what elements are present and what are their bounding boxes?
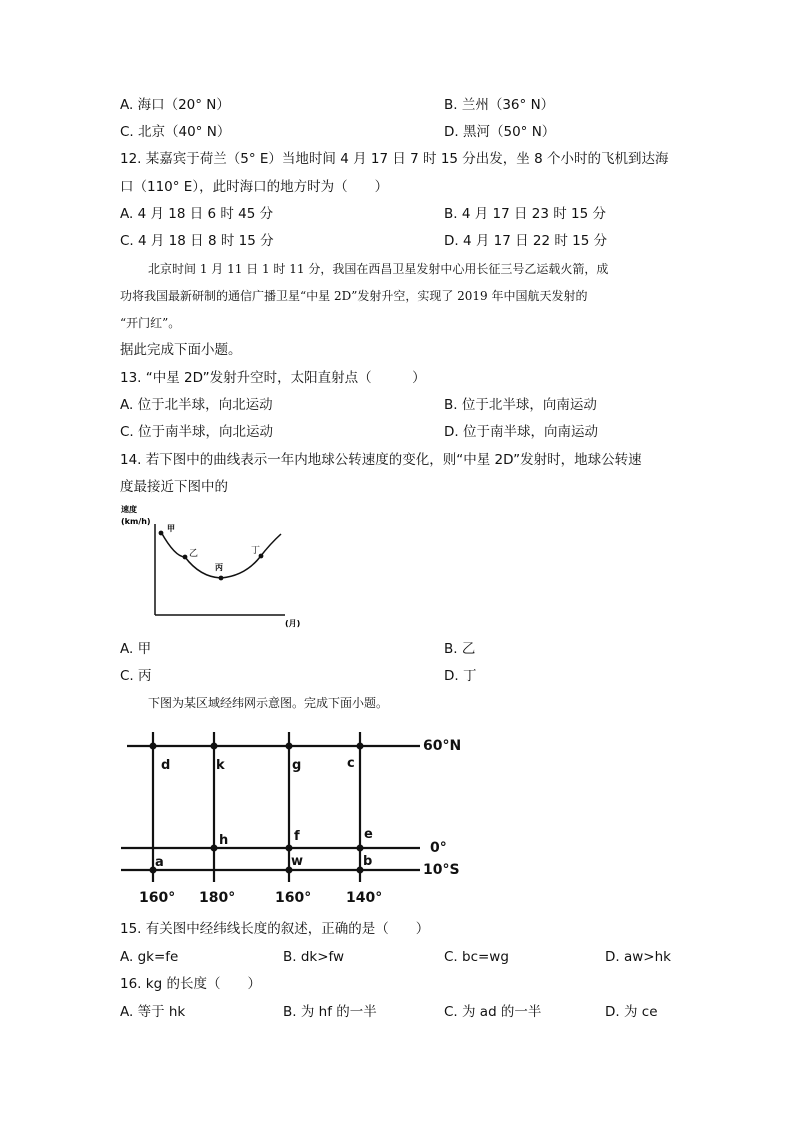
label-a: a	[155, 855, 164, 870]
q15-option-b: B. dk>fw	[283, 949, 345, 965]
passage1-line2: 功将我国最新研制的通信广播卫星“中星 2D”发射升空，实现了 2019 年中国航天发射的	[120, 289, 588, 303]
speed-axis-label: 速度	[121, 505, 137, 514]
lon-label-160-right: 160°	[275, 890, 312, 906]
point-bing	[219, 576, 224, 581]
q16-option-b: B. 为 hf 的一半	[283, 1004, 377, 1020]
point-k	[211, 743, 218, 750]
point-g	[286, 743, 293, 750]
lat-label-0: 0°	[430, 840, 447, 856]
q14-option-c: C. 丙	[120, 668, 152, 684]
q12-option-a: A. 4 月 18 日 6 时 45 分	[120, 206, 274, 222]
label-b: b	[363, 854, 373, 869]
passage2-intro: 下图为某区域经纬网示意图。完成下面小题。	[148, 696, 389, 710]
lon-label-140: 140°	[346, 890, 383, 906]
q11-option-d: D. 黑河（50° N）	[444, 124, 556, 140]
q12-stem-line2: 口（110° E），此时海口的地方时为（ ）	[120, 179, 389, 195]
q12-option-d: D. 4 月 17 日 22 时 15 分	[444, 233, 608, 249]
q14-option-b: B. 乙	[444, 641, 476, 657]
q14-option-a: A. 甲	[120, 641, 152, 657]
label-yi: 乙	[189, 549, 199, 559]
q12-option-b: B. 4 月 17 日 23 时 15 分	[444, 206, 607, 222]
q13-option-b: B. 位于北半球，向南运动	[444, 397, 597, 413]
lon-label-160-left: 160°	[139, 890, 176, 906]
label-h: h	[219, 833, 229, 848]
q13-stem: 13. “中星 2D”发射升空时，太阳直射点（ ）	[120, 370, 426, 386]
lon-label-180: 180°	[199, 890, 236, 906]
q15-stem: 15. 有关图中经纬线长度的叙述，正确的是（ ）	[120, 921, 430, 937]
q15-option-d: D. aw>hk	[605, 949, 671, 965]
label-jia: 甲	[167, 524, 175, 533]
q14-option-d: D. 丁	[444, 668, 477, 684]
label-ding: 丁	[251, 546, 261, 556]
passage1-line1: 北京时间 1 月 11 日 1 时 11 分，我国在西昌卫星发射中心用长征三号乙运载火箭，成	[148, 262, 609, 276]
label-f: f	[294, 829, 300, 844]
q14-stem-line2: 度最接近下图中的	[120, 479, 228, 495]
point-jia	[159, 531, 164, 536]
point-yi	[183, 555, 188, 560]
q16-option-a: A. 等于 hk	[120, 1004, 186, 1020]
q13-option-a: A. 位于北半球，向北运动	[120, 397, 273, 413]
label-g: g	[292, 758, 302, 773]
lat-label-10s: 10°S	[423, 862, 460, 878]
q15-option-c: C. bc=wg	[444, 949, 509, 965]
q12-stem-line1: 12. 某嘉宾于荷兰（5° E）当地时间 4 月 17 日 7 时 15 分出发，坐 8 个小时的飞机到达海	[120, 151, 669, 167]
q15-option-a: A. gk=fe	[120, 949, 179, 965]
lat-long-grid-diagram	[115, 722, 475, 910]
q11-option-c: C. 北京（40° N）	[120, 124, 231, 140]
q13-option-c: C. 位于南半球，向北运动	[120, 424, 274, 440]
lat-label-60n: 60°N	[423, 738, 462, 754]
label-w: w	[291, 854, 304, 869]
q12-option-c: C. 4 月 18 日 8 时 15 分	[120, 233, 274, 249]
label-e: e	[364, 827, 373, 842]
point-c	[357, 743, 364, 750]
orbital-speed-diagram	[115, 502, 315, 632]
q11-option-a: A. 海口（20° N）	[120, 97, 230, 113]
q16-stem: 16. kg 的长度（ ）	[120, 976, 261, 992]
label-bing: 丙	[215, 563, 223, 572]
speed-axis-unit: (km/h)	[121, 517, 151, 526]
label-c: c	[347, 756, 355, 771]
q11-option-b: B. 兰州（36° N）	[444, 97, 555, 113]
point-d	[150, 743, 157, 750]
q16-option-d: D. 为 ce	[605, 1004, 658, 1020]
q14-stem-line1: 14. 若下图中的曲线表示一年内地球公转速度的变化，则“中星 2D”发射时，地球公转速	[120, 452, 642, 468]
point-h	[211, 845, 218, 852]
point-f	[286, 845, 293, 852]
label-k: k	[216, 758, 225, 773]
passage1-instruction: 据此完成下面小题。	[120, 342, 242, 358]
label-d: d	[161, 758, 171, 773]
passage1-line3: “开门红”。	[120, 316, 181, 330]
q13-option-d: D. 位于南半球，向南运动	[444, 424, 598, 440]
q16-option-c: C. 为 ad 的一半	[444, 1004, 542, 1020]
month-axis-label: (月)	[285, 619, 301, 628]
point-e	[357, 845, 364, 852]
